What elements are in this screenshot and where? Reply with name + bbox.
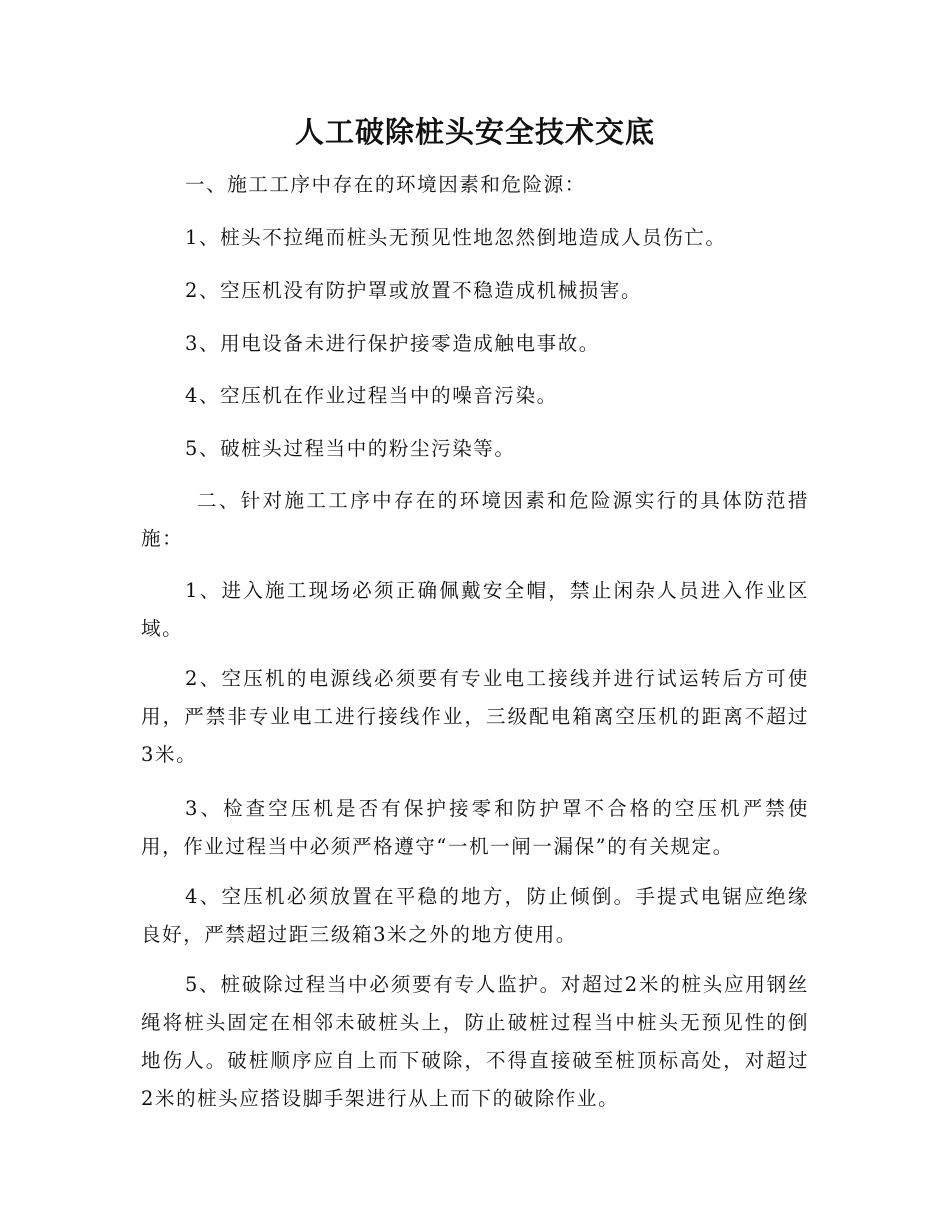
hazard-item-4: 4、空压机在作业过程当中的噪音污染。 [185,384,558,407]
hazard-item-3: 3、用电设备未进行保护接零造成触电事故。 [185,332,600,355]
measure-item-4: 4、空压机必须放置在平稳的地方，防止倾倒。手提式电锯应绝缘良好，严禁超过距三级箱3米之外的地方使用。 [141,885,809,946]
measure-item-3: 3、检查空压机是否有保护接零和防护罩不合格的空压机严禁使用，作业过程当中必须严格遵守“一机一闸一漏保”的有关规定。 [141,797,809,858]
hazard-item-1: 1、桩头不拉绳而桩头无预见性地忽然倒地造成人员伤亡。 [185,226,727,249]
document-title: 人工破除桩头安全技术交底 [294,115,655,149]
measure-item-2: 2、空压机的电源线必须要有专业电工接线并进行试运转后方可使用，严禁非专业电工进行接线作业，三级配电箱离空压机的距离不超过3米。 [141,667,809,766]
section2-heading: 二、针对施工工序中存在的环境因素和危险源实行的具体防范措施： [141,489,809,550]
measure-item-5: 5、桩破除过程当中必须要有专人监护。对超过2米的桩头应用钢丝绳将桩头固定在相邻未破桩头上，防止破桩过程当中桩头无预见性的倒地伤人。破桩顺序应自上而下破除，不得直接破至桩顶标高处，对超过2米的桩头应搭设脚手架进行从上而下的破除作业。 [141,973,809,1110]
section1-heading: 一、施工工序中存在的环境因素和危险源： [185,173,586,196]
measure-item-1: 1、进入施工现场必须正确佩戴安全帽，禁止闲杂人员进入作业区域。 [141,579,809,640]
hazard-item-2: 2、空压机没有防护罩或放置不稳造成机械损害。 [185,279,643,302]
hazard-item-5: 5、破桩头过程当中的粉尘污染等。 [185,437,516,460]
